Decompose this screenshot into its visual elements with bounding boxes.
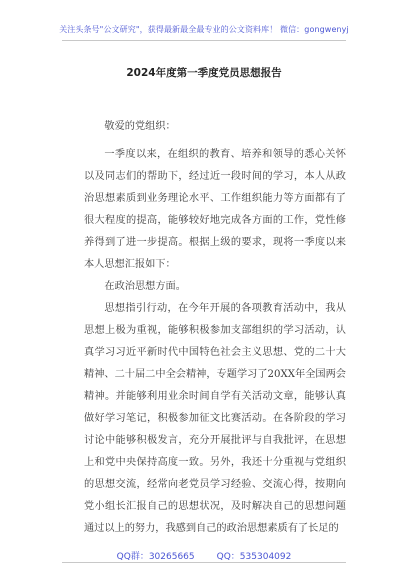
document-body [84,116,346,540]
salutation: 敬爱的党组织： [104,121,176,132]
footer-divider [62,562,346,563]
document-title: 2024年度第一季度党员思想报告 [126,67,282,79]
paragraph-intro: 一季度以来，在组织的教育、培养和领导的悉心关怀以及同志们的帮助下，经过近一段时间的学习，本人从政治思想素质到业务理论水平、工作组织能力等方面都有了很大程度的提高，能够较好地完成各方面的工作，党性修养得到了进一步提高。根据上级的要求，现将一季度以来本人思想汇报如下： [84,149,346,270]
header-divider [62,40,346,41]
footer-qq: QQ：535304092 [216,552,292,562]
footer-qq-group: QQ群：30265665 [116,552,195,562]
paragraph-section-heading: 在政治思想方面。 [104,281,186,292]
header-banner: 关注头条号"公文研究"，获得最新最全最专业的公文资料库！ 微信：gongwenyj [59,25,349,34]
footer-contact [0,549,408,562]
paragraph-political-thought: 思想指引行动，在今年开展的各项教育活动中，我从思想上极为重视，能够积极参加支部组织的学习活动，认真学习习近平新时代中国特色社会主义思想、党的二十大精神、二十届二中全会精神，专题学习了20XX年全国两会精神。并能够利用业余时间自学有关活动文章，能够认真做好学习笔记，积极参加征文比赛活动。在各阶段的学习讨论中能够积极发言，充分开展批评与自我批评，在思想上和党中央保持高度一致。另外，我还十分重视与党组织的思想交流，经常向老党员学习经验、交流心得，按期向党小组长汇报自己的思想状况，及时解决自己的思想问题通过以上的努力，我感到自己的政治思想素质有了长足的 [84,303,346,534]
